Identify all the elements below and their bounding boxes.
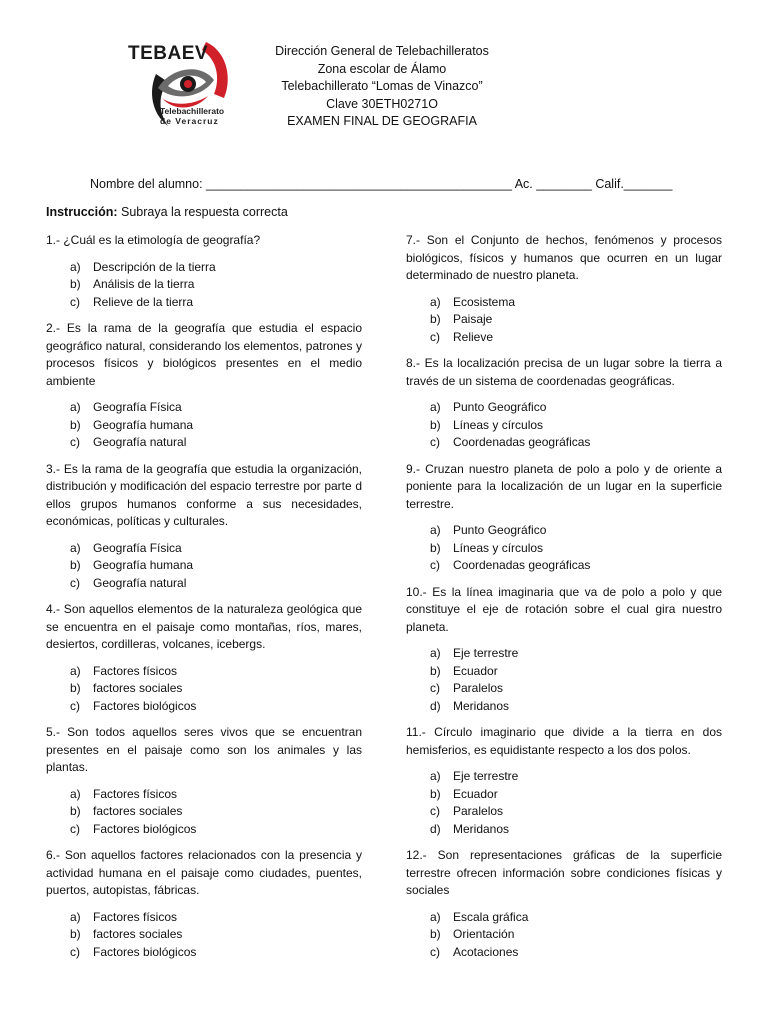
question-text: 4.- Son aquellos elementos de la naturaleza geológica que se encuentra en el paisaje como montañas, ríos, mares, desiertos, cordilleras, volcanes, icebergs. [46, 602, 362, 651]
option-letter: b) [70, 681, 81, 695]
question-text: 10.- Es la línea imaginaria que va de polo a polo y que constituye el eje de rotación sobre el cual gira nuestro planeta. [406, 584, 722, 634]
option-text: Factores físicos [93, 786, 178, 801]
option-text: Análisis de la tierra [93, 277, 195, 291]
option-letter: c) [70, 698, 80, 713]
answer-option[interactable] [46, 821, 362, 839]
answer-option[interactable] [406, 803, 722, 821]
answer-options [406, 294, 722, 347]
option-text: Ecosistema [453, 294, 516, 309]
option-text: Relieve de la tierra [93, 294, 194, 309]
answer-option[interactable] [46, 434, 362, 452]
option-letter: a) [70, 663, 81, 678]
answer-option[interactable] [406, 786, 722, 804]
option-letter: c) [430, 804, 440, 818]
option-letter: a) [70, 540, 81, 555]
option-letter: b) [430, 312, 441, 326]
option-text: Factores físicos [93, 663, 178, 678]
option-text: Meridanos [453, 698, 510, 713]
instruction-text: Subraya la respuesta correcta [117, 205, 288, 219]
option-letter: b) [430, 786, 441, 801]
question [46, 847, 362, 961]
option-text: Paralelos [453, 681, 504, 695]
answer-option[interactable] [406, 680, 722, 698]
answer-option[interactable] [406, 926, 722, 944]
questions-right-column [406, 232, 722, 970]
question [46, 461, 362, 593]
option-text: Geografía natural [93, 575, 187, 590]
header-line-4: Clave 30ETH0271O [326, 96, 438, 111]
logo-title: TEBAEV [128, 43, 209, 64]
option-letter: a) [430, 646, 441, 660]
question-text: 1.- ¿Cuál es la etimología de geografía? [46, 233, 261, 247]
answer-options [406, 645, 722, 715]
answer-option[interactable] [406, 311, 722, 329]
answer-options [406, 399, 722, 452]
option-text: Ecuador [453, 786, 498, 801]
option-letter: b) [430, 417, 441, 432]
answer-option[interactable] [406, 557, 722, 575]
option-letter: a) [70, 259, 81, 274]
option-letter: a) [430, 909, 441, 924]
logo-subtitle-1: Telebachillerato [160, 106, 225, 116]
answer-option[interactable] [46, 663, 362, 681]
option-text: Factores físicos [93, 909, 178, 924]
option-text: Geografía humana [93, 558, 194, 572]
option-letter: b) [70, 277, 81, 291]
answer-option[interactable] [406, 821, 722, 839]
option-text: Eje terrestre [453, 769, 519, 783]
option-letter: c) [70, 294, 80, 309]
option-letter: c) [430, 558, 440, 572]
answer-option[interactable] [406, 399, 722, 417]
option-text: Líneas y círculos [453, 540, 544, 555]
option-text: Factores biológicos [93, 944, 197, 959]
option-letter: b) [70, 804, 81, 818]
option-letter: a) [430, 294, 441, 309]
option-text: Eje terrestre [453, 646, 519, 660]
header-line-2: Zona escolar de Álamo [317, 61, 447, 76]
question-text: 11.- Círculo imaginario que divide a la tierra en dos hemisferios, es equidistante respecto a los dos polos. [406, 725, 722, 757]
option-letter: b) [70, 558, 81, 572]
student-name-line: Nombre del alumno: ____________________________________________ Ac. ________ Calif._______ [90, 177, 673, 191]
option-text: Meridanos [453, 821, 510, 836]
option-text: Geografía humana [93, 417, 194, 432]
answer-option[interactable] [406, 522, 722, 540]
option-text: Líneas y círculos [453, 417, 544, 432]
question [46, 320, 362, 452]
answer-options [406, 522, 722, 575]
answer-option[interactable] [406, 329, 722, 347]
answer-option[interactable] [406, 434, 722, 452]
answer-option[interactable] [46, 294, 362, 312]
option-letter: a) [430, 523, 441, 537]
option-text: Ecuador [453, 663, 498, 678]
question [46, 601, 362, 715]
answer-options [46, 259, 362, 312]
answer-option[interactable] [46, 417, 362, 435]
instruction [46, 204, 288, 222]
answer-option[interactable] [46, 680, 362, 698]
option-text: Relieve [453, 329, 494, 344]
answer-options [406, 909, 722, 962]
answer-option[interactable] [46, 944, 362, 962]
option-text: Descripción de la tierra [93, 259, 216, 274]
option-letter: c) [70, 821, 80, 836]
question-text: 8.- Es la localización precisa de un lugar sobre la tierra a través de un sistema de coordenadas geográficas. [406, 356, 722, 388]
exam-header [252, 43, 512, 131]
option-letter: b) [70, 417, 81, 432]
question [406, 355, 722, 452]
option-text: Punto Geográfico [453, 400, 547, 414]
answer-option[interactable] [46, 557, 362, 575]
question [406, 461, 722, 575]
option-letter: a) [70, 786, 81, 801]
option-letter: a) [430, 769, 441, 783]
option-text: factores sociales [93, 681, 183, 695]
option-letter: b) [70, 927, 81, 941]
answer-options [46, 663, 362, 716]
option-text: Factores biológicos [93, 698, 197, 713]
answer-option[interactable] [46, 276, 362, 294]
question [406, 847, 722, 961]
option-text: Paisaje [453, 312, 493, 326]
answer-option[interactable] [46, 909, 362, 927]
option-text: Paralelos [453, 804, 504, 818]
option-letter: a) [430, 400, 441, 414]
answer-option[interactable] [406, 417, 722, 435]
question-text: 6.- Son aquellos factores relacionados con la presencia y actividad humana en el paisaje como ciudades, puentes, puertos, autopistas, fábricas. [46, 848, 362, 897]
question-text: 2.- Es la rama de la geografía que estudia el espacio geográfico natural, considerando los elementos, patrones y procesos físicos y biológicos presentes en el medio ambiente [46, 321, 362, 388]
question [46, 232, 362, 311]
question-text: 9.- Cruzan nuestro planeta de polo a polo y de oriente a poniente para la localización de un lugar en la superficie terrestre. [406, 461, 722, 511]
answer-option[interactable] [406, 540, 722, 558]
answer-option[interactable] [406, 944, 722, 962]
answer-option[interactable] [46, 399, 362, 417]
question-text: 5.- Son todos aquellos seres vivos que se encuentran presentes en el paisaje como son los animales y las plantas. [46, 725, 362, 774]
answer-options [406, 768, 722, 838]
header-line-5: EXAMEN FINAL DE GEOGRAFIA [287, 114, 477, 128]
logo-subtitle-2: de Veracruz [160, 116, 219, 126]
question [406, 584, 722, 716]
option-letter: c) [430, 681, 440, 695]
option-letter: b) [430, 540, 441, 555]
question-text: 12.- Son representaciones gráficas de la superficie terrestre ofrecen información sobre condiciones físicas y sociales [406, 848, 722, 897]
answer-options [46, 909, 362, 962]
answer-options [46, 786, 362, 839]
option-letter: d) [430, 821, 441, 836]
question-text: 3.- Es la rama de la geografía que estudia la organización, distribución y modificación del espacio terrestre por parte d ellos grupos humanos conforme a sus necesidades, económicas, políticas y culturales. [46, 461, 362, 528]
answer-option[interactable] [46, 259, 362, 277]
answer-option[interactable] [46, 926, 362, 944]
questions-left-column [46, 232, 362, 970]
answer-option[interactable] [46, 698, 362, 716]
option-text: Geografía Física [93, 400, 182, 414]
option-letter: c) [430, 435, 440, 449]
option-letter: d) [430, 698, 441, 713]
option-letter: a) [70, 909, 81, 924]
option-text: factores sociales [93, 927, 183, 941]
answer-option[interactable] [46, 540, 362, 558]
answer-option[interactable] [46, 803, 362, 821]
header-line-3: Telebachillerato “Lomas de Vinazco” [281, 79, 483, 93]
header-line-1: Dirección General de Telebachilleratos [275, 44, 489, 58]
option-text: Coordenadas geográficas [453, 558, 591, 572]
option-text: factores sociales [93, 804, 183, 818]
option-text: Punto Geográfico [453, 523, 547, 537]
answer-option[interactable] [406, 645, 722, 663]
option-letter: c) [70, 944, 80, 959]
answer-options [46, 540, 362, 593]
option-text: Escala gráfica [453, 909, 529, 924]
answer-option[interactable] [46, 575, 362, 593]
tebaev-logo [128, 40, 238, 130]
answer-options [46, 399, 362, 452]
option-text: Factores biológicos [93, 821, 197, 836]
option-letter: b) [430, 663, 441, 678]
option-letter: c) [430, 329, 440, 344]
answer-option[interactable] [406, 294, 722, 312]
option-text: Orientación [453, 927, 515, 941]
answer-option[interactable] [406, 698, 722, 716]
answer-option[interactable] [46, 786, 362, 804]
option-letter: b) [430, 927, 441, 941]
option-letter: c) [70, 575, 80, 590]
option-text: Coordenadas geográficas [453, 435, 591, 449]
question [406, 724, 722, 838]
instruction-label: Instrucción: [46, 205, 118, 219]
question [406, 232, 722, 346]
option-letter: c) [430, 944, 440, 959]
option-text: Geografía Física [93, 540, 182, 555]
answer-option[interactable] [406, 909, 722, 927]
option-text: Acotaciones [453, 944, 519, 959]
question [46, 724, 362, 838]
question-text: 7.- Son el Conjunto de hechos, fenómenos y procesos biológicos, físicos y humanos que ocurren en un lugar determinado de nuestro planeta. [406, 233, 722, 282]
option-text: Geografía natural [93, 435, 187, 449]
answer-option[interactable] [406, 768, 722, 786]
option-letter: a) [70, 400, 81, 414]
option-letter: c) [70, 435, 80, 449]
answer-option[interactable] [406, 663, 722, 681]
